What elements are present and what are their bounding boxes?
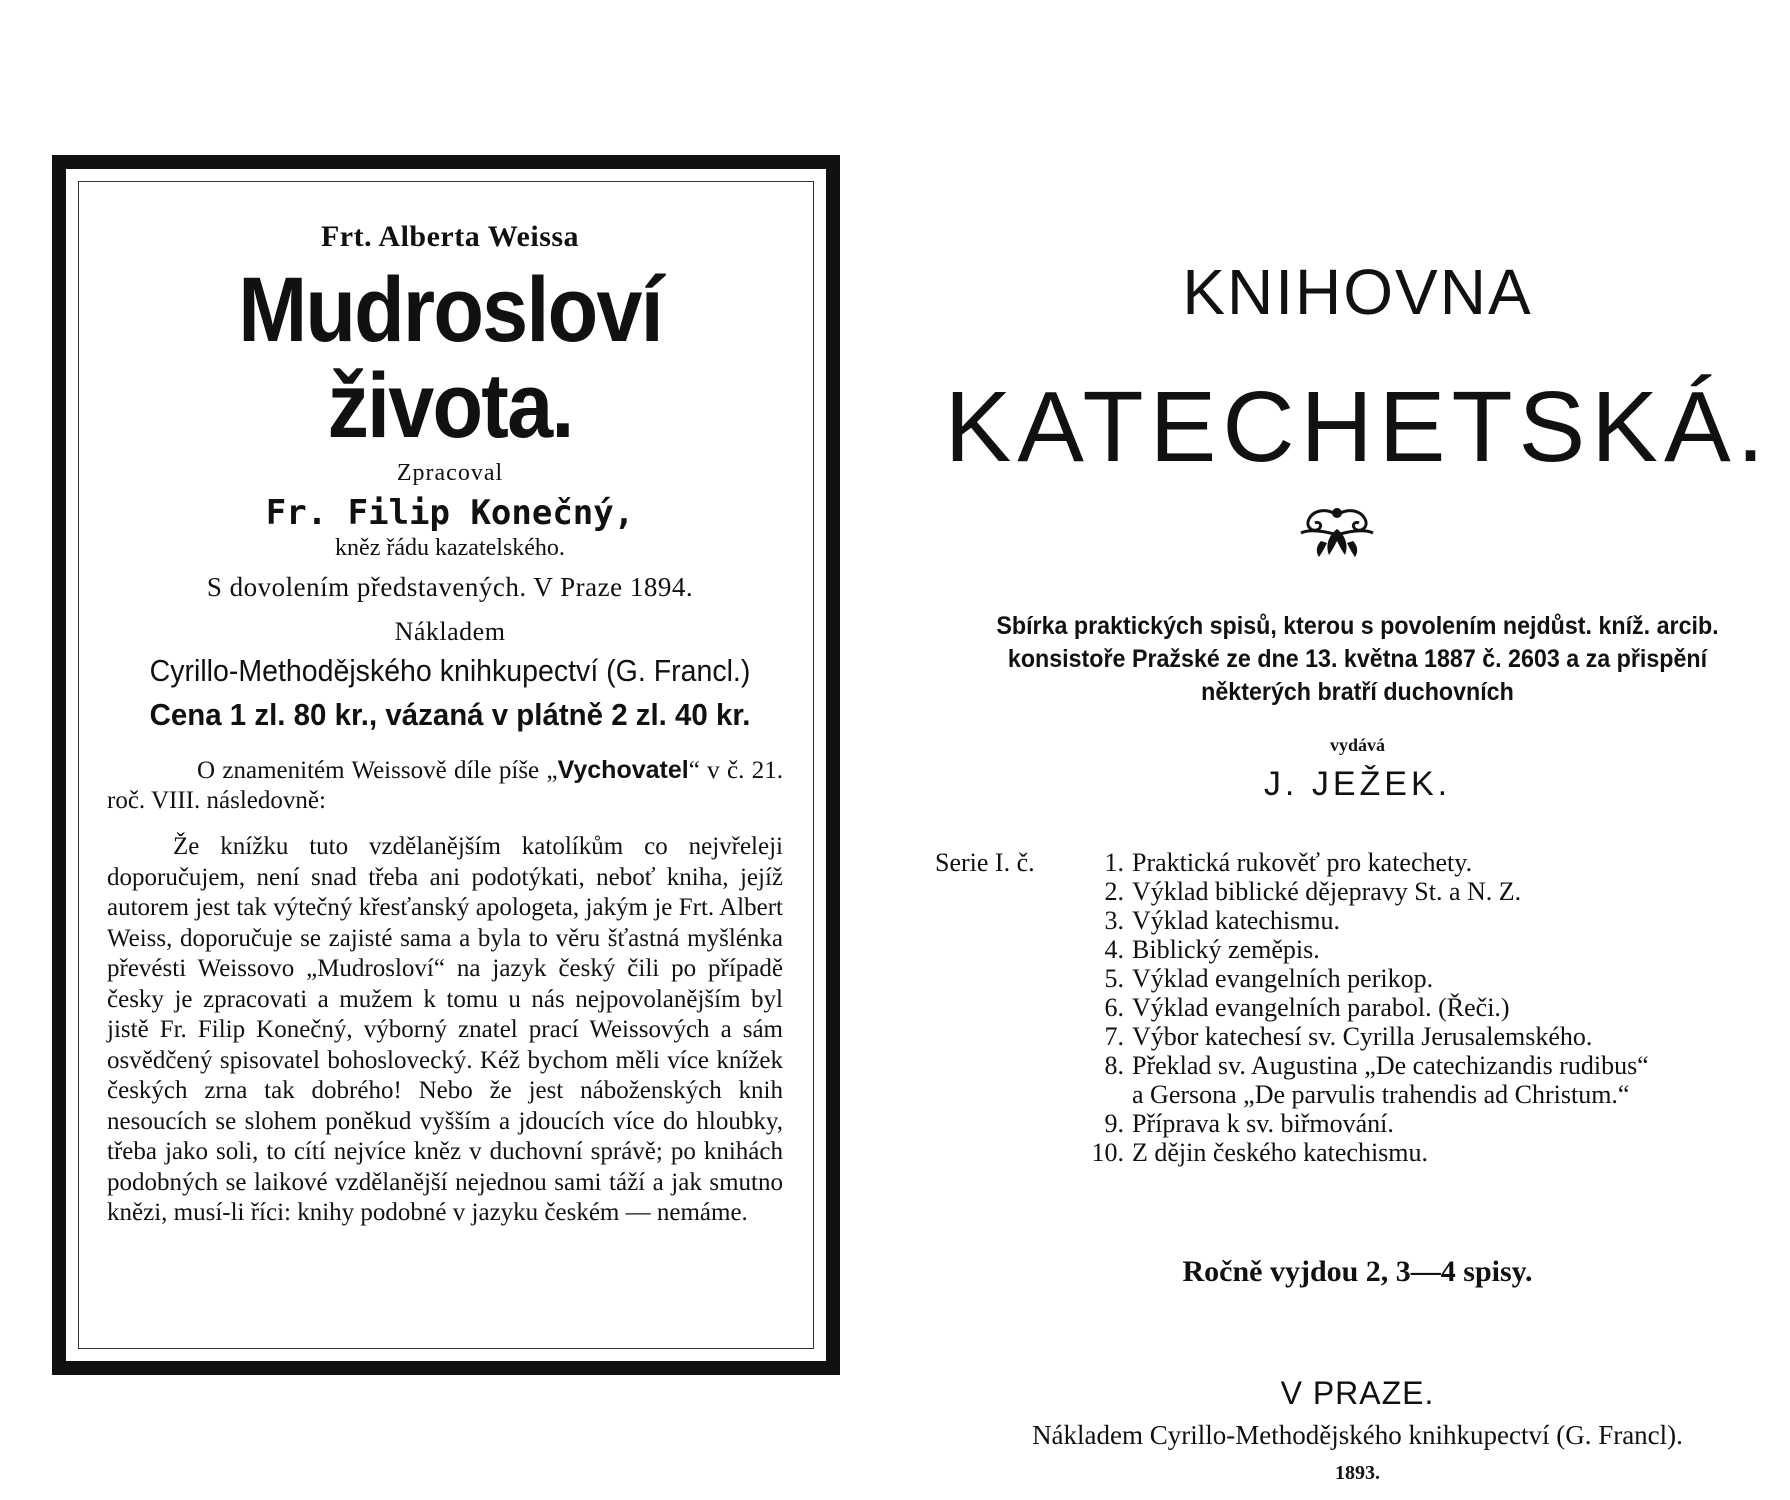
list-item: Serie I. č. 1. Praktická rukověť pro katechety. [935,848,1473,877]
ad-author: Frt. Alberta Weissa [320,220,580,253]
ad-editor-role: kněz řádu kazatelského. [335,535,565,561]
city: V PRAZE. [1280,1375,1435,1411]
ad-book-title: Mudrosloví života. [238,259,662,457]
ad-publisher: Cyrillo-Methodějského knihkupectví (G. Francl.) [149,653,751,688]
list-item: 6. Výklad evangelních parabol. (Řeči.) [1104,993,1510,1022]
list-item: 10. Z dějin českého katechismu. [1091,1138,1429,1167]
year: 1893. [1335,1462,1380,1484]
list-item: 5. Výklad evangelních perikop. [1104,964,1434,993]
title-page [935,0,1780,1500]
ad-edited-label: Zpracoval [396,460,504,486]
ad-editor-name: Fr. Filip Konečný, [265,493,635,533]
yearly-note: Ročně vyjdou 2, 3—4 spisy. [1182,1255,1533,1288]
ad-permit: S dovolením představených. V Praze 1894. [206,572,694,602]
ad-price: Cena 1 zl. 80 kr., vázaná v plátně 2 zl. 40 kr. [149,697,751,732]
advertisement-frame [52,155,840,1375]
series-label: Serie I. č. [935,848,1035,877]
imprint: Nákladem Cyrillo-Methodějského knihkupectví (G. Francl). [1032,1420,1683,1450]
ad-costs-label: Nákladem [394,617,506,646]
advertisement-inner-frame [78,181,814,1349]
ad-review-intro [107,755,793,816]
series-name: KNIHOVNA [1182,256,1533,328]
list-item: 9. Příprava k sv. biřmování. [1104,1109,1394,1138]
ad-intro-before: O znamenitém Weissově díle píše „ [197,757,558,784]
list-item: 3. Výklad katechismu. [1104,906,1340,935]
floral-ornament-icon [1295,505,1379,563]
ad-journal-name: Vychovatel [557,756,689,784]
collection-description: Sbírka praktických spisů, kterou s povolením nejdůst. kníž. arcib. konsistoře Pražské ze dne 13. května 1887 č. 2603 a za přispění některých bratří duchovních [996,612,1719,706]
list-item: 2. Výklad biblické dějepravy St. a N. Z. [1104,877,1522,906]
editor-name: J. JEŽEK. [1263,765,1452,803]
ad-review-quote: Že knížku tuto vzdělanějším katolíkům co nejvřeleji doporučujem, není snad třeba ani podotýkati, neboť kniha, jejíž autorem jest tak výtečný křesťanský apologeta, jakým je Frt. Albert Weiss, doporučuje se zajisté sama a byla to věru šťastná myšlénka převésti Weissovo „Mudrosloví“ na jazyk český čili po případě česky je zpracovati a mužem k tomu u nás nejpovolanějším byl jistě Fr. Filip Konečný, výborný znatel prací Weissových a sám osvědčený spisovatel bohoslovecký. Kéž bychom měli více knížek českých zrna tak dobrého! Nebo že jest náboženských knih nesoucích se slohem poněkud vyšším a jdoucích více do hloubky, třeba jako soli, to cítí nejvíce kněz v duchovní správě; po knihách podobných se laikové vzdělanější nejednou sami táží a jak smutno knězi, musí-li říci: knihy podobné v jazyku českém — nemáme. [107,833,783,1226]
list-item: a Gersona „De parvulis trahendis ad Christum.“ [1132,1080,1630,1109]
series-list [935,848,1780,1167]
list-item: 4. Biblický zeměpis. [1104,935,1320,964]
list-item: 8. Překlad sv. Augustina „De catechizandis rudibus“ [1104,1051,1649,1080]
ad-intro-after: “ v č. 21. roč. VIII. následovně: [107,757,783,814]
published-by-label: vydává [1329,735,1385,755]
page-title: KATECHETSKÁ. [944,371,1771,483]
list-item: 7. Výbor katechesí sv. Cyrilla Jerusalemského. [1104,1022,1593,1051]
